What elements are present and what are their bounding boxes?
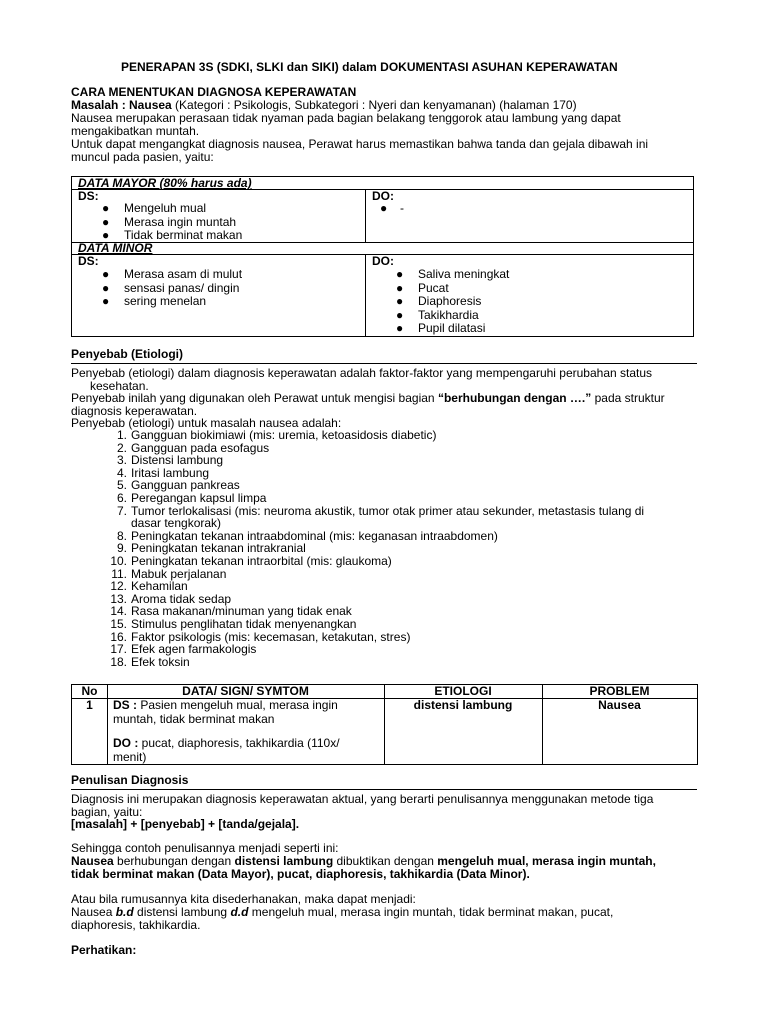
penulisan-line-1: Diagnosis ini merupakan diagnosis keperawatan aktual, yang berarti penulisannya menggunakan metode tiga	[71, 792, 654, 806]
list-item: ● Merasa asam di mulut	[102, 267, 243, 281]
list-item: 5. Gangguan pankreas	[116, 478, 240, 493]
minor-ds-list	[102, 267, 243, 309]
instruction-line-1: Untuk dapat mengangkat diagnosis nausea, Perawat harus memastikan bahwa tanda dan gejala dibawah ini	[71, 137, 649, 151]
example-intro: Sehingga contoh penulisannya menjadi seperti ini:	[71, 841, 339, 855]
row-no: 1	[86, 698, 93, 712]
etiologi-line-4: diagnosis keperawatan.	[71, 404, 198, 418]
berhubungan-dengan-phrase: “berhubungan dengan ….”	[437, 391, 592, 405]
list-item: 11. Mabuk perjalanan	[111, 566, 227, 581]
minor-do-list	[396, 267, 510, 336]
mayor-ds-list	[102, 201, 243, 243]
masalah-label: Masalah : Nausea	[71, 98, 172, 112]
col-header-problem: PROBLEM	[589, 684, 650, 698]
list-item: ● Tidak berminat makan	[102, 228, 243, 242]
list-item: 7. Tumor terlokalisasi (mis: neuroma akustik, tumor otak primer atau sekunder, metastasis tulang di	[116, 503, 645, 518]
simpler-line-2: diaphoresis, takhikardia.	[71, 918, 201, 932]
mayor-do-list	[380, 201, 404, 216]
list-item: 6. Peregangan kapsul limpa	[116, 490, 267, 505]
list-item: 1. Gangguan biokimiawi (mis: uremia, ketoasidosis diabetic)	[116, 428, 437, 442]
ds-cell-line-2: muntah, tidak berminat makan	[113, 712, 275, 726]
list-item: ● Diaphoresis	[396, 294, 482, 308]
do-cell-line-1: DO : pucat, diaphoresis, takhikardia (110x/	[113, 736, 340, 750]
list-item: dasar tengkorak)	[131, 516, 222, 531]
list-item: ● Saliva meningkat	[396, 267, 510, 281]
etiologi-line-5: Penyebab (etiologi) untuk masalah nausea adalah:	[71, 416, 342, 430]
list-item: ● Merasa ingin muntah	[102, 214, 237, 229]
mayor-ds-label: DS:	[78, 189, 99, 203]
instruction-line-2: muncul pada pasien, yaitu:	[71, 150, 214, 164]
col-header-etiologi: ETIOLOGI	[434, 684, 492, 698]
list-item: 8. Peningkatan tekanan intraabdominal (mis: keganasan intraabdomen)	[116, 528, 498, 543]
do-cell-line-2: menit)	[113, 750, 147, 764]
list-item: 4. Iritasi lambung	[116, 465, 210, 480]
list-item: 10. Peningkatan tekanan intraorbital (mis: glaukoma)	[110, 553, 392, 568]
list-item: 3. Distensi lambung	[116, 453, 224, 468]
col-header-no: No	[81, 684, 98, 698]
etiologi-line-1: Penyebab (etiologi) dalam diagnosis keperawatan adalah faktor-faktor yang mempengaruhi perubahan status	[71, 366, 653, 380]
list-item: 2. Gangguan pada esofagus	[116, 440, 270, 455]
list-item: 15. Stimulus penglihatan tidak menyenangkan	[110, 616, 357, 631]
list-item: ● Takikhardia	[396, 307, 479, 322]
list-item: ● -	[380, 201, 404, 215]
section-heading-diagnosa: CARA MENENTUKAN DIAGNOSA KEPERAWATAN	[71, 85, 357, 99]
list-item: ● sering menelan	[102, 294, 207, 308]
etiologi-rule	[71, 363, 697, 364]
minor-ds-label: DS:	[78, 254, 99, 268]
penulisan-rule	[71, 789, 697, 790]
data-minor-header: DATA MINOR	[78, 241, 153, 255]
definition-line-2: mengakibatkan muntah.	[71, 124, 200, 138]
simpler-intro: Atau bila rumusannya kita disederhanakan, maka dapat menjadi:	[71, 892, 416, 906]
list-item: 16. Faktor psikologis (mis: kecemasan, ketakutan, stres)	[110, 629, 411, 644]
list-item: 14. Rasa makanan/minuman yang tidak enak	[110, 604, 352, 619]
analysis-table	[71, 684, 698, 765]
causes-list	[108, 429, 644, 668]
ds-cell-line-1: DS : Pasien mengeluh mual, merasa ingin	[113, 698, 338, 712]
penulisan-line-2: bagian, yaitu:	[71, 805, 143, 819]
list-item: ● Pucat	[396, 280, 449, 295]
etiologi-heading: Penyebab (Etiologi)	[71, 347, 184, 361]
mayor-do-label: DO:	[372, 189, 394, 203]
etiologi-cell: distensi lambung	[413, 698, 513, 712]
example-line-1: Nausea berhubungan dengan distensi lambung dibuktikan dengan mengeluh mual, merasa ingin muntah,	[71, 854, 656, 868]
etiologi-line-3: Penyebab inilah yang digunakan oleh Perawat untuk mengisi bagian “berhubungan dengan ….” pada struktur	[71, 391, 665, 405]
list-item: 12. Kehamilan	[110, 579, 188, 594]
list-item: 13. Aroma tidak sedap	[110, 591, 232, 606]
penulisan-heading: Penulisan Diagnosis	[71, 773, 189, 787]
perhatikan-label: Perhatikan:	[71, 943, 137, 957]
criteria-table	[71, 176, 694, 337]
list-item: 9. Peningkatan tekanan intrakranial	[116, 541, 306, 556]
page-title: PENERAPAN 3S (SDKI, SLKI dan SIKI) dalam DOKUMENTASI ASUHAN KEPERAWATAN	[121, 60, 618, 74]
etiologi-line-2: kesehatan.	[90, 379, 149, 393]
example-line-2: tidak berminat makan (Data Mayor), pucat, diaphoresis, takhikardia (Data Minor).	[71, 867, 530, 881]
list-item: ● Mengeluh mual	[102, 201, 207, 215]
problem-cell: Nausea	[598, 698, 641, 712]
definition-line-1: Nausea merupakan perasaan tidak nyaman pada bagian belakang tenggorok atau lambung yang dapat	[71, 111, 621, 125]
minor-do-label: DO:	[372, 254, 394, 268]
formula: [masalah] + [penyebab] + [tanda/gejala].	[71, 817, 300, 831]
simpler-line-1: Nausea b.d distensi lambung d.d mengeluh mual, merasa ingin muntah, tidak berminat makan, pucat,	[71, 905, 614, 919]
list-item: 18. Efek toksin	[110, 654, 190, 669]
masalah-category: (Kategori : Psikologis, Subkategori : Nyeri dan kenyamanan) (halaman 170)	[171, 98, 577, 112]
col-header-data: DATA/ SIGN/ SYMTOM	[182, 684, 309, 698]
list-item: ● Pupil dilatasi	[396, 321, 486, 335]
list-item: ● sensasi panas/ dingin	[102, 280, 240, 295]
list-item: 17. Efek agen farmakologis	[110, 642, 257, 657]
data-mayor-header: DATA MAYOR (80% harus ada)	[78, 176, 252, 190]
